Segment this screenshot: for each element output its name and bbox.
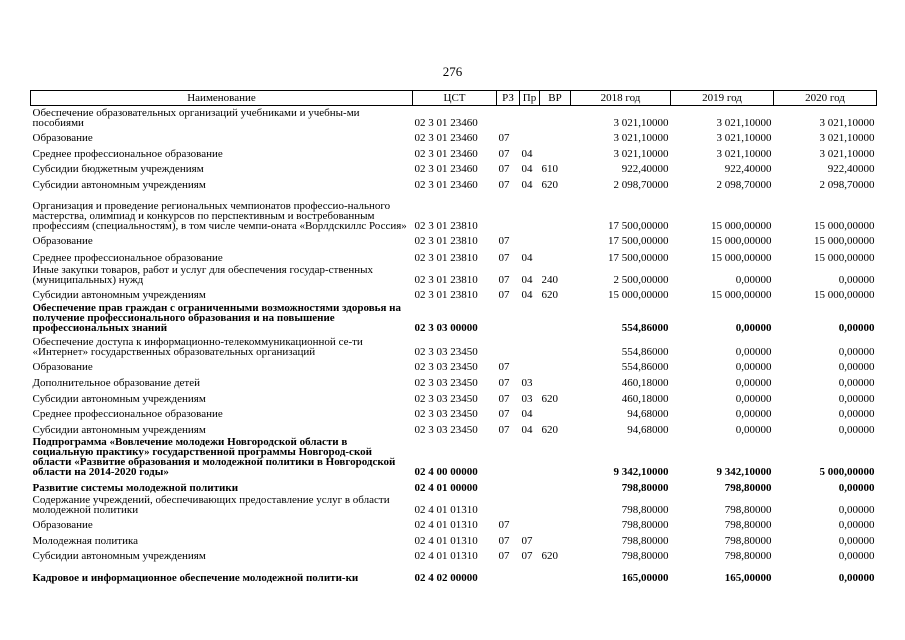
row-cst: 02 3 03 23450	[414, 407, 478, 420]
column-header-2019: 2019 год	[671, 91, 774, 106]
row-2020: 15 000,00000	[814, 288, 875, 301]
row-rz: 07	[498, 131, 510, 144]
table-row	[31, 246, 877, 263]
row-cst: 02 3 03 23450	[414, 423, 478, 436]
row-rz: 07	[498, 376, 510, 389]
row-cst: 02 3 01 23460	[414, 178, 478, 191]
row-name: Субсидии автономным учреждениям	[32, 549, 206, 562]
table-row	[31, 128, 877, 143]
table-row	[31, 477, 877, 493]
row-2019: 798,80000	[724, 503, 772, 516]
row-2018: 17 500,00000	[608, 251, 669, 264]
row-pr	[520, 561, 540, 583]
row-name: Образование	[32, 518, 93, 531]
row-cst: 02 4 01 01310	[414, 518, 478, 531]
row-2019: 798,80000	[724, 481, 772, 494]
row-cst: 02 3 01 23460	[414, 116, 478, 129]
table-row	[31, 546, 877, 561]
row-cst: 02 3 01 23810	[414, 251, 478, 264]
row-2018: 798,80000	[621, 503, 669, 516]
table-row	[31, 231, 877, 246]
row-rz: 07	[498, 273, 510, 286]
row-cst: 02 3 01 23810	[414, 288, 478, 301]
row-2020: 0,00000	[838, 549, 875, 562]
row-2018: 554,86000	[621, 321, 669, 334]
row-rz: 07	[498, 234, 510, 247]
row-vr	[540, 493, 571, 515]
row-pr: 04	[521, 407, 533, 420]
row-2019: 3 021,10000	[716, 116, 772, 129]
row-2019: 798,80000	[724, 549, 772, 562]
row-2019: 15 000,00000	[711, 219, 772, 232]
row-2019: 15 000,00000	[711, 288, 772, 301]
row-pr: 04	[521, 423, 533, 436]
row-2020: 922,40000	[827, 162, 875, 175]
row-2018: 15 000,00000	[608, 288, 669, 301]
row-cst: 02 3 03 00000	[414, 321, 478, 334]
row-pr	[520, 493, 540, 515]
row-2019: 3 021,10000	[716, 147, 772, 160]
row-vr	[540, 477, 571, 493]
row-rz: 07	[498, 360, 510, 373]
table-row	[31, 561, 877, 583]
row-pr: 04	[521, 251, 533, 264]
row-pr: 03	[521, 392, 533, 405]
page-number: 276	[442, 64, 463, 79]
row-2018: 17 500,00000	[608, 219, 669, 232]
row-vr	[540, 333, 571, 357]
row-2020: 0,00000	[838, 423, 875, 436]
table-row	[31, 174, 877, 190]
row-vr: 610	[541, 162, 558, 175]
row-pr	[520, 106, 540, 128]
row-2018: 165,00000	[621, 571, 669, 584]
row-rz	[497, 300, 520, 333]
row-pr	[520, 515, 540, 530]
row-2019: 0,00000	[735, 376, 772, 389]
row-rz: 07	[498, 147, 510, 160]
row-2018: 460,18000	[621, 392, 669, 405]
row-2019: 15 000,00000	[711, 234, 772, 247]
row-cst: 02 3 01 23460	[414, 162, 478, 175]
row-name: Субсидии автономным учреждениям	[32, 392, 206, 405]
row-vr	[540, 357, 571, 372]
row-cst: 02 3 03 23450	[414, 376, 478, 389]
row-vr: 620	[541, 178, 558, 191]
row-2018: 2 098,70000	[613, 178, 669, 191]
table-row	[31, 300, 877, 333]
row-2020: 0,00000	[838, 392, 875, 405]
row-vr	[540, 300, 571, 333]
row-vr	[540, 128, 571, 143]
row-vr: 240	[541, 273, 558, 286]
row-cst: 02 3 03 23450	[414, 392, 478, 405]
row-cst: 02 3 03 23450	[414, 345, 478, 358]
table-row	[31, 435, 877, 477]
row-2019: 15 000,00000	[711, 251, 772, 264]
table-header-row	[31, 91, 877, 106]
row-vr	[540, 106, 571, 128]
table-row	[31, 285, 877, 300]
row-2019: 798,80000	[724, 518, 772, 531]
row-rz: 07	[498, 423, 510, 436]
row-2020: 0,00000	[838, 407, 875, 420]
row-rz	[497, 561, 520, 583]
row-vr	[540, 404, 571, 419]
row-vr	[540, 530, 571, 546]
row-pr: 04	[521, 162, 533, 175]
table-row	[31, 515, 877, 530]
row-2020: 15 000,00000	[814, 234, 875, 247]
column-header-pr: Пр	[520, 91, 540, 106]
row-rz: 07	[498, 178, 510, 191]
row-2020: 3 021,10000	[819, 131, 875, 144]
table-row	[31, 106, 877, 128]
row-2020: 0,00000	[838, 360, 875, 373]
row-pr	[520, 231, 540, 246]
row-name: Образование	[32, 234, 93, 247]
row-2020: 3 021,10000	[819, 116, 875, 129]
row-rz	[497, 477, 520, 493]
row-2019: 0,00000	[735, 423, 772, 436]
row-2020: 0,00000	[838, 376, 875, 389]
row-2019: 0,00000	[735, 273, 772, 286]
row-2019: 0,00000	[735, 392, 772, 405]
row-name: Обеспечение доступа к информационно-телекоммуникационной се-ти «Интернет» государственных образовательных организаций	[32, 335, 363, 358]
row-rz: 07	[498, 549, 510, 562]
row-vr	[540, 190, 571, 231]
row-name: Дополнительное образование детей	[32, 376, 201, 389]
row-2019: 0,00000	[735, 321, 772, 334]
row-cst: 02 4 01 00000	[414, 481, 478, 494]
row-name: Организация и проведение региональных чемпионатов профессио-нального мастерства, олимпиад и конкурсов по перспективным и востребованным профессиям (специальностям), в том числе чемпи-оната «Ворлдскиллс Россия»	[32, 199, 407, 232]
row-name: Субсидии бюджетным учреждениям	[32, 162, 204, 175]
row-2018: 3 021,10000	[613, 131, 669, 144]
column-header-name: Наименование	[31, 91, 413, 106]
row-rz	[497, 333, 520, 357]
column-header-2020: 2020 год	[774, 91, 877, 106]
row-2018: 554,86000	[621, 345, 669, 358]
row-name: Иные закупки товаров, работ и услуг для обеспечения государ-ственных (муниципальных) нужд	[32, 263, 374, 286]
row-vr	[540, 561, 571, 583]
row-cst: 02 4 00 00000	[414, 465, 478, 478]
row-rz	[497, 106, 520, 128]
row-2018: 9 342,10000	[613, 465, 669, 478]
row-cst: 02 3 01 23810	[414, 219, 478, 232]
row-name: Субсидии автономным учреждениям	[32, 178, 206, 191]
row-2018: 798,80000	[621, 481, 669, 494]
row-cst: 02 3 01 23460	[414, 131, 478, 144]
row-name: Субсидии автономным учреждениям	[32, 423, 206, 436]
row-2018: 460,18000	[621, 376, 669, 389]
row-rz: 07	[498, 407, 510, 420]
row-2019: 798,80000	[724, 534, 772, 547]
row-vr	[540, 515, 571, 530]
row-2019: 0,00000	[735, 407, 772, 420]
row-rz	[497, 435, 520, 477]
row-pr	[520, 333, 540, 357]
row-rz	[497, 493, 520, 515]
row-name: Кадровое и информационное обеспечение молодежной полити-ки	[32, 571, 359, 584]
row-2018: 3 021,10000	[613, 147, 669, 160]
row-2020: 3 021,10000	[819, 147, 875, 160]
row-cst: 02 3 03 23450	[414, 360, 478, 373]
table-row	[31, 404, 877, 419]
budget-table	[30, 90, 877, 583]
row-2019: 922,40000	[724, 162, 772, 175]
row-2019: 0,00000	[735, 360, 772, 373]
row-2018: 94,68000	[627, 423, 669, 436]
row-name: Среднее профессиональное образование	[32, 147, 223, 160]
table-row	[31, 333, 877, 357]
row-pr: 04	[521, 147, 533, 160]
row-rz: 07	[498, 162, 510, 175]
table-row	[31, 190, 877, 231]
row-2018: 554,86000	[621, 360, 669, 373]
row-name: Содержание учреждений, обеспечивающих предоставление услуг в области молодежной политики	[32, 493, 390, 516]
row-name: Среднее профессиональное образование	[32, 407, 223, 420]
table-row	[31, 493, 877, 515]
row-vr	[540, 143, 571, 159]
table-row	[31, 357, 877, 372]
row-2020: 0,00000	[838, 503, 875, 516]
row-rz: 07	[498, 518, 510, 531]
row-2018: 798,80000	[621, 518, 669, 531]
row-name: Обеспечение образовательных организаций учебниками и учебны-ми пособиями	[32, 106, 360, 129]
column-header-2018: 2018 год	[571, 91, 671, 106]
row-vr: 620	[541, 392, 558, 405]
row-pr: 07	[521, 549, 533, 562]
row-2019: 165,00000	[724, 571, 772, 584]
row-2018: 3 021,10000	[613, 116, 669, 129]
row-cst: 02 4 01 01310	[414, 534, 478, 547]
row-vr: 620	[541, 288, 558, 301]
column-header-rz: РЗ	[497, 91, 520, 106]
table-row	[31, 388, 877, 404]
row-pr: 04	[521, 273, 533, 286]
row-vr	[540, 246, 571, 263]
table-row	[31, 530, 877, 546]
row-vr	[540, 231, 571, 246]
row-pr	[520, 190, 540, 231]
row-rz	[497, 190, 520, 231]
row-name: Развитие системы молодежной политики	[32, 481, 239, 494]
row-pr	[520, 357, 540, 372]
row-2020: 0,00000	[838, 571, 875, 584]
table-row	[31, 372, 877, 388]
row-cst: 02 3 01 23810	[414, 273, 478, 286]
row-2020: 0,00000	[838, 518, 875, 531]
row-name: Подпрограмма «Вовлечение молодежи Новгородской области в социальную практику» государственной программы Новгород-ской области «Развитие образования и молодежной политики в Новгородской области на 2014-2020 годы»	[32, 435, 396, 478]
row-2020: 5 000,00000	[819, 465, 875, 478]
row-2019: 2 098,70000	[716, 178, 772, 191]
row-2020: 0,00000	[838, 534, 875, 547]
row-name: Субсидии автономным учреждениям	[32, 288, 206, 301]
row-2019: 9 342,10000	[716, 465, 772, 478]
row-pr	[520, 477, 540, 493]
row-pr	[520, 435, 540, 477]
row-rz: 07	[498, 534, 510, 547]
row-cst: 02 4 01 01310	[414, 503, 478, 516]
row-2020: 15 000,00000	[814, 251, 875, 264]
column-header-vr: ВР	[540, 91, 571, 106]
row-rz: 07	[498, 251, 510, 264]
row-2020: 2 098,70000	[819, 178, 875, 191]
row-rz: 07	[498, 288, 510, 301]
row-pr: 04	[521, 288, 533, 301]
row-2018: 2 500,00000	[613, 273, 669, 286]
table-row	[31, 159, 877, 174]
row-pr	[520, 300, 540, 333]
row-2019: 0,00000	[735, 345, 772, 358]
row-2020: 0,00000	[838, 273, 875, 286]
row-name: Обеспечение прав граждан с ограниченными возможностями здоровья на получение профессионального образования и на повышение профессиональных знаний	[32, 301, 402, 334]
row-2018: 17 500,00000	[608, 234, 669, 247]
row-2020: 0,00000	[838, 481, 875, 494]
row-2018: 94,68000	[627, 407, 669, 420]
row-pr: 07	[521, 534, 533, 547]
row-rz: 07	[498, 392, 510, 405]
column-header-cst: ЦСТ	[413, 91, 497, 106]
row-name: Среднее профессиональное образование	[32, 251, 223, 264]
row-name: Образование	[32, 131, 93, 144]
row-vr	[540, 435, 571, 477]
row-name: Образование	[32, 360, 93, 373]
table-row	[31, 419, 877, 435]
row-2020: 15 000,00000	[814, 219, 875, 232]
row-cst: 02 4 02 00000	[414, 571, 478, 584]
row-2018: 798,80000	[621, 549, 669, 562]
row-2018: 922,40000	[621, 162, 669, 175]
row-pr: 03	[521, 376, 533, 389]
row-vr: 620	[541, 549, 558, 562]
row-cst: 02 3 01 23460	[414, 147, 478, 160]
row-2020: 0,00000	[838, 345, 875, 358]
row-2018: 798,80000	[621, 534, 669, 547]
row-2020: 0,00000	[838, 321, 875, 334]
table-row	[31, 263, 877, 285]
row-pr	[520, 128, 540, 143]
row-vr: 620	[541, 423, 558, 436]
row-cst: 02 3 01 23810	[414, 234, 478, 247]
row-name: Молодежная политика	[32, 534, 139, 547]
table-body	[31, 106, 877, 583]
row-vr	[540, 372, 571, 388]
row-pr: 04	[521, 178, 533, 191]
row-cst: 02 4 01 01310	[414, 549, 478, 562]
row-2019: 3 021,10000	[716, 131, 772, 144]
table-row	[31, 143, 877, 159]
